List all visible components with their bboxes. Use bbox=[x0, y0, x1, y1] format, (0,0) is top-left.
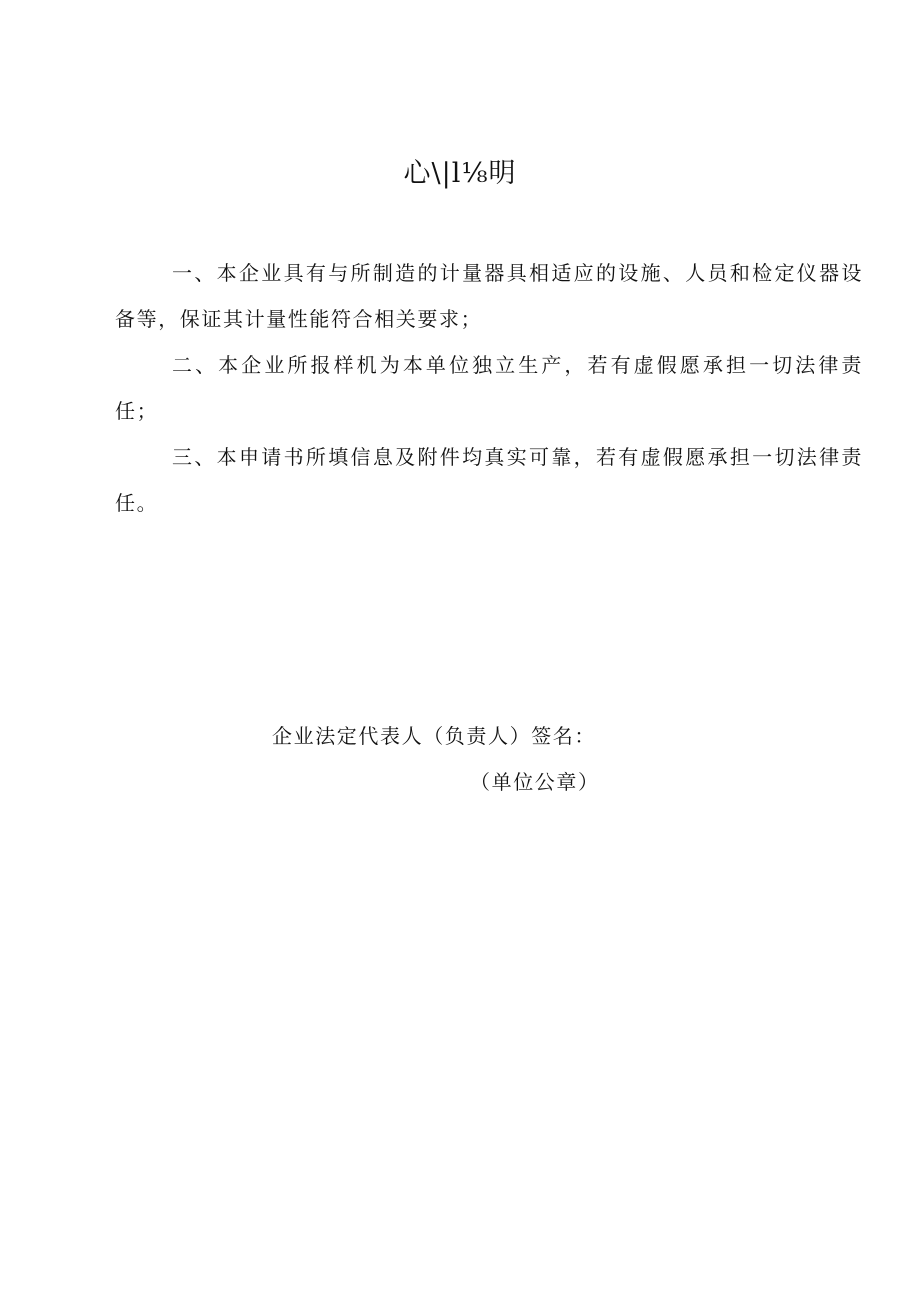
declaration-item-1: 一、本企业具有与所制造的计量器具相适应的设施、人员和检定仪器设备等，保证其计量性能符合相关要求； bbox=[115, 261, 863, 331]
declaration-item-3: 三、本申请书所填信息及附件均真实可靠，若有虚假愿承担一切法律责任。 bbox=[115, 445, 863, 515]
company-seal-label: （单位公章） bbox=[470, 770, 600, 794]
declaration-body bbox=[115, 250, 863, 526]
document-title: 心\|l⅛明 bbox=[403, 158, 517, 189]
legal-representative-signature-label: 企业法定代表人（负责人）签名： bbox=[272, 724, 596, 748]
declaration-item-2: 二、本企业所报样机为本单位独立生产，若有虚假愿承担一切法律责任； bbox=[115, 353, 863, 423]
